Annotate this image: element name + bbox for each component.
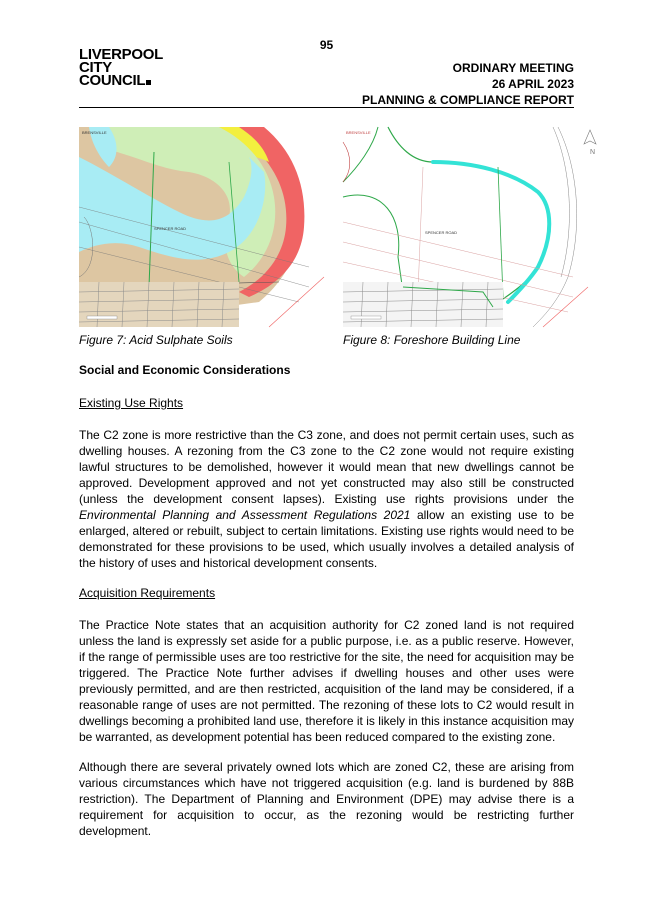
- foreshore-building-line-map: [343, 127, 596, 327]
- existing-use-rights-heading: Existing Use Rights: [79, 396, 184, 410]
- meeting-date: 26 APRIL 2023: [491, 77, 574, 91]
- acid-sulphate-soils-map: [79, 127, 324, 327]
- logo-dot: [146, 80, 151, 85]
- acquisition-paragraph-2: Although there are several privately owned lots which are zoned C2, these are arising from various circumstances which have not triggered acquisition (e.g. land is burdened by 88B restriction). The Department of Planning and Environment (DPE) may advise there is a requirement for acquisition to occur, as the rezoning would be restricting further development.: [79, 760, 574, 838]
- report-title: PLANNING & COMPLIANCE REPORT: [361, 93, 574, 107]
- map1-road-label: SPENCER ROAD: [154, 226, 187, 231]
- logo-line-2: CITY: [79, 59, 112, 76]
- header-rule: [79, 107, 574, 108]
- existing-use-text-2: allow an existing use to be enlarged, altered or rebuilt, subject to certain limitations. Existing use rights would need to be demonstrated for these provisions to be used, which usually involves a detailed analysis of the history of uses and historical development consents.: [79, 508, 574, 570]
- map1-corner-label: BRENSVILLE: [82, 130, 107, 135]
- section-title: Social and Economic Considerations: [79, 363, 291, 377]
- map2-road-label: SPENCER ROAD: [425, 230, 458, 235]
- logo-line-1: LIVERPOOL: [79, 46, 163, 63]
- acquisition-requirements-heading: Acquisition Requirements: [79, 586, 216, 600]
- figure-7-caption: Figure 7: Acid Sulphate Soils: [79, 333, 233, 347]
- regulation-title: Environmental Planning and Assessment Regulations 2021: [79, 508, 411, 522]
- existing-use-rights-paragraph: [79, 427, 574, 571]
- report-header: [362, 60, 574, 108]
- meeting-title: ORDINARY MEETING: [452, 61, 574, 75]
- acid-sulphate-soils-map-svg: [79, 127, 324, 327]
- acquisition-paragraph-1: The Practice Note states that an acquisition authority for C2 zoned land is not required unless the land is expressly set aside for a public purpose, i.e. as a public reserve. However, if the range of permissible uses are too restrictive for the site, the need for acquisition may be triggered. The Practice Note further advises if dwelling houses and other uses were previously permitted, and are then restricted, acquisition of the land may be considered, if a reasonable range of uses are not permitted. The rezoning of these lots to C2 would result in dwellings becoming a prohibited land use, therefore it is likely in this instance acquisition may be warranted, as development potential has been reduced compared to the existing zone.: [79, 618, 574, 744]
- logo-line-3: COUNCIL: [79, 72, 146, 89]
- page-number: 95: [319, 38, 334, 52]
- council-logo: [79, 48, 163, 87]
- map2-corner-label: BRENSVILLE: [346, 130, 371, 135]
- foreshore-building-line-map-svg: [343, 127, 596, 327]
- figure-8-caption: Figure 8: Foreshore Building Line: [343, 333, 521, 347]
- north-label: N: [590, 149, 596, 156]
- existing-use-text-1: The C2 zone is more restrictive than the C3 zone, and does not permit certain uses, such as dwelling houses. A rezoning from the C3 zone to the C2 zone would not require existing lawful structures to be demolished, however it would mean that new dwellings cannot be approved. Development approved and not yet constructed may also still be constructed (unless the development consent lapses). Existing use rights provisions under the: [79, 428, 574, 506]
